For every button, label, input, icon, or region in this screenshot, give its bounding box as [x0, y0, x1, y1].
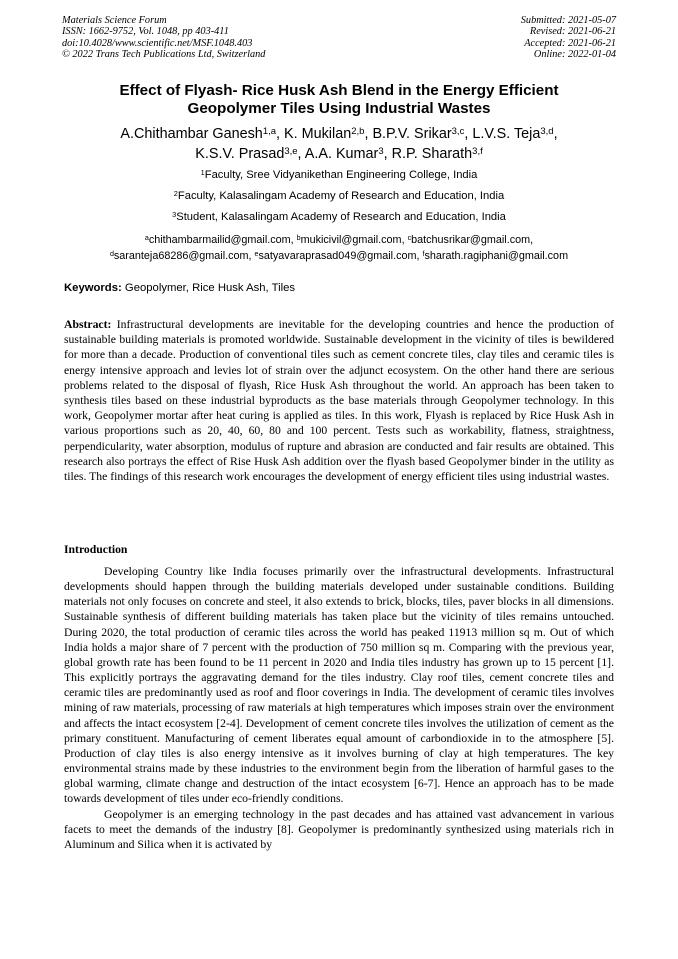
- email-sup: b: [296, 233, 301, 242]
- author-sup: 3,f: [472, 145, 483, 157]
- title-line-2: Geopolymer Tiles Using Industrial Wastes: [187, 100, 491, 117]
- journal-name: Materials Science Forum: [62, 15, 167, 26]
- date-online: Online: 2022-01-04: [533, 48, 616, 60]
- email-sep: ,: [401, 234, 408, 246]
- email-sup: a: [144, 233, 149, 242]
- author-name: K.S.V. Prasad: [195, 146, 285, 162]
- journal-copyright: © 2022 Trans Tech Publications Ltd, Switzerland: [62, 48, 266, 60]
- author-sep: ,: [276, 126, 285, 142]
- affiliation-text: Student, Kalasalingam Academy of Research and Education, India: [176, 211, 506, 223]
- affiliation-text: Faculty, Sree Vidyanikethan Engineering College, India: [204, 169, 478, 181]
- paper-title: [40, 82, 638, 118]
- introduction-paragraph-1: Developing Country like India focuses primarily over the infrastructural developments. Infrastructural developments should happen through the building materials developed under sustainable conditions. Building materials not only focuses on concrete and steel, it also extends to brick, blocks, tiles, paver blocks in all dimensions. Sustainable synthesis of different building materials has taken place but the vicinity of tiles remains untouched. During 2020, the total production of ceramic tiles across the world has peaked 11913 million sq m. Out of which India holds a major share of 7 percent with the production of 750 million sq m. Comparing with the previous year, global growth rate has been found to be 11 percent in 2020 and India tiles industry has grown up to 15 percent [1]. This explicitly portrays the aggravating demand for the tiles industry. Clay roof tiles, cement concrete tiles and ceramic tiles are predominantly used as roof and floor coverings in India. The development of ceramic tiles involves mining of raw materials, processing of raw materials at high temperatures which imposes strain over the environment and affects the intact ecosystem [2-4]. Development of cement concrete tiles involves the utilization of cement as the primary constituent. Manufacturing of cement liberates equal amount of carbondioxide in to the atmosphere [5]. Production of clay tiles is also energy intensive as it involves burning of clay at high temperatures. The key environmental strains made by these industries to the environment begin from the liberation of harmful gases to the global warming, climate change and destruction of the intact ecosystem [6-7]. Hence an approach has to be made towards development of tiles under eco-friendly conditions.: [64, 565, 614, 806]
- author-sup: 3,e: [284, 145, 298, 157]
- author-sep: ,: [464, 126, 473, 142]
- date-accepted: Accepted: 2021-06-21: [524, 37, 616, 49]
- journal-info: [62, 15, 265, 60]
- author-sup: 3,c: [451, 125, 465, 137]
- email-line-1: [40, 232, 638, 248]
- email-sup: c: [407, 233, 412, 242]
- affiliation-sup: 1: [200, 167, 205, 177]
- email-sep: ,: [530, 234, 534, 246]
- affiliation-2: [40, 189, 638, 203]
- email-link[interactable]: batchusrikar@gmail.com: [411, 234, 531, 246]
- affiliation-text: Faculty, Kalasalingam Academy of Research and Education, India: [177, 190, 505, 202]
- author-sep: ,: [297, 146, 305, 162]
- email-sup: d: [109, 249, 114, 258]
- journal-issn: ISSN: 1662-9752, Vol. 1048, pp 403-411: [62, 26, 229, 38]
- author-sep: ,: [383, 146, 392, 162]
- author-sep: ,: [553, 126, 558, 142]
- email-sep: ,: [290, 234, 297, 246]
- affiliation-3: [40, 210, 638, 224]
- title-line-1: Effect of Flyash- Rice Husk Ash Blend in the Energy Efficient: [119, 82, 559, 99]
- affiliation-1: [40, 168, 638, 182]
- section-heading-introduction: Introduction: [64, 543, 128, 556]
- author-line-2: [40, 144, 638, 164]
- date-submitted: Submitted: 2021-05-07: [520, 15, 616, 26]
- author-emails: [40, 232, 638, 264]
- author-name: R.P. Sharath: [391, 146, 473, 162]
- abstract-label: Abstract:: [64, 318, 112, 331]
- email-line-2: [40, 248, 638, 264]
- email-link[interactable]: mukicivil@gmail.com: [300, 234, 402, 246]
- email-sup: f: [422, 249, 425, 258]
- author-name: K. Mukilan: [284, 126, 352, 142]
- keywords-label: Keywords:: [64, 282, 122, 294]
- email-sep: ,: [248, 250, 255, 262]
- journal-doi[interactable]: doi:10.4028/www.scientific.net/MSF.1048.403: [62, 37, 253, 49]
- abstract: [64, 317, 614, 484]
- author-sup: 3: [378, 145, 384, 157]
- author-name: L.V.S. Teja: [472, 126, 541, 142]
- author-sup: 2,b: [351, 125, 365, 137]
- email-link[interactable]: chithambarmailid@gmail.com: [148, 234, 291, 246]
- keywords-text: Geopolymer, Rice Husk Ash, Tiles: [121, 282, 296, 294]
- author-line-1: [40, 124, 638, 144]
- email-sep: ,: [416, 250, 423, 262]
- introduction-paragraph-2: Geopolymer is an emerging technology in the past decades and has attained vast advancement in various facets to meet the demands of the industry [8]. Geopolymer is predominantly synthesized using materials rich in Aluminum and Silica when it is activated by: [64, 807, 614, 851]
- keywords: [64, 281, 614, 296]
- abstract-text: Infrastructural developments are inevitable for the developing countries and hence the production of sustainable building materials is promoted worldwide. Sustainable development in the vicinity of tiles is bewildered for more than a decade. Production of conventional tiles such as cement concrete tiles, clay tiles and ceramic tiles is energy intensive approach and levies lot of strain over the adjunct ecosystem. On the other hand there are serious problems related to the disposal of flyash, Rice Husk Ash throughout the world. An approach has been taken to synthesis tiles based on these industrial byproducts as the base materials through Geopolymer technology. In this work, Geopolymer mortar after heat curing is applied as tiles. In this work, Flyash is replaced by Rice Husk Ash in various proportions such as 20, 40, 60, 80 and 100 percent. Tests such as workability, flatness, straightness, perpendicularity, water absorption, modulus of rupture and abrasion are conducted and fair results are obtained. This research also portrays the effect of Rise Husk Ash addition over the flyash based Geopolymer binder in the utility as tiles. The findings of this research work encourages the development of energy efficient tiles using industrial wastes.: [64, 318, 614, 484]
- author-sep: ,: [364, 126, 373, 142]
- email-link[interactable]: satyavaraprasad049@gmail.com: [258, 250, 417, 262]
- author-list: [40, 124, 638, 164]
- author-sup: 1,a: [262, 125, 277, 137]
- author-name: A.Chithambar Ganesh: [120, 126, 263, 142]
- email-link[interactable]: sharath.ragiphani@gmail.com: [424, 250, 569, 262]
- date-revised: Revised: 2021-06-21: [529, 26, 616, 38]
- author-sup: 3,d: [540, 125, 554, 137]
- author-name: A.A. Kumar: [304, 146, 379, 162]
- email-sup: e: [254, 249, 259, 258]
- introduction-body: [64, 564, 614, 852]
- affiliation-sup: 2: [173, 188, 178, 198]
- publication-dates: [521, 15, 616, 60]
- affiliation-sup: 3: [172, 209, 177, 219]
- email-link[interactable]: saranteja68286@gmail.com: [113, 250, 249, 262]
- author-name: B.P.V. Srikar: [372, 126, 452, 142]
